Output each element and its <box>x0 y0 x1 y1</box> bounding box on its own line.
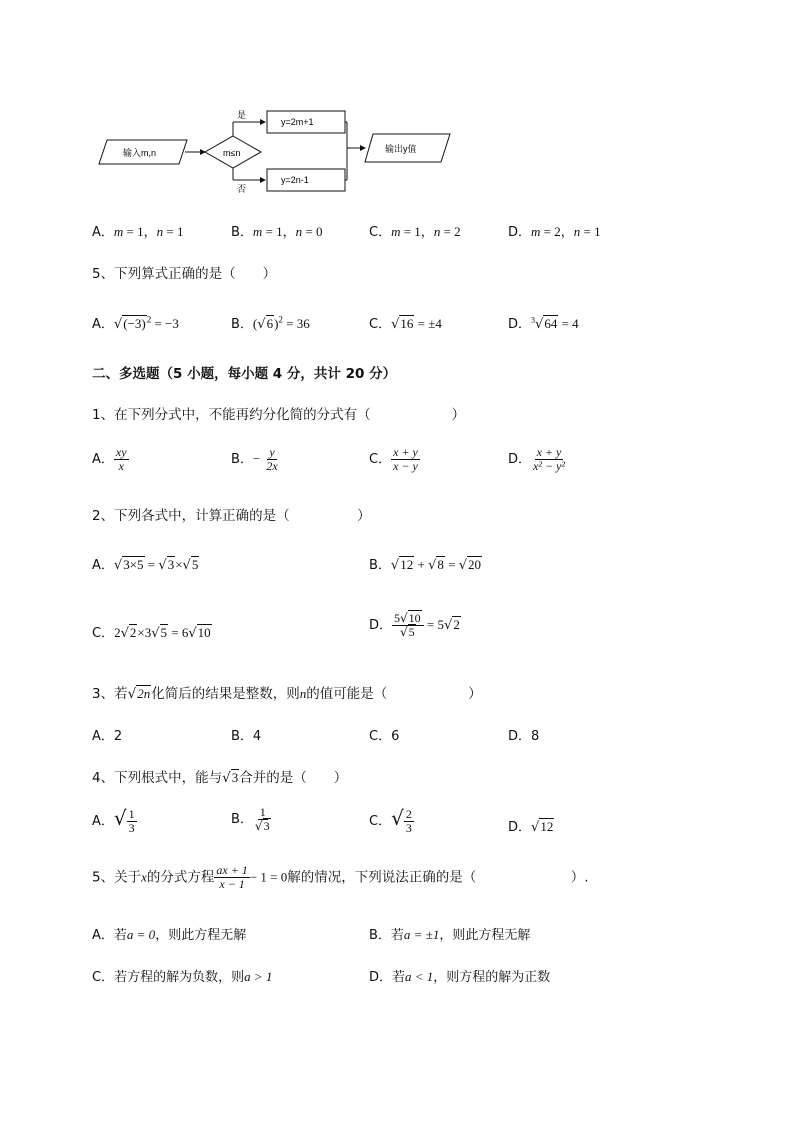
m1-option-a: A． $\frac{xy}{x}$ <box>92 445 127 474</box>
m1-option-d: D． $\frac{x + y}{\text{x² − y²}}$ <box>508 445 565 474</box>
no-box-label: y=2n-1 <box>281 175 309 185</box>
output-label: 输出y值 <box>385 144 417 154</box>
section-heading: 二、多选题（5 小题，每小题 4 分，共计 20 分） <box>92 366 397 382</box>
m3-option-a: A．2 <box>92 729 123 744</box>
condition-label: m≤n <box>223 148 241 158</box>
m1-option-b: B．− $\frac{y}{2x}$ <box>231 445 278 474</box>
q5-option-c: C．√16 = ±4 <box>369 316 442 332</box>
yes-box-label: y=2m+1 <box>281 117 314 127</box>
m2-option-a: A．√3×5 = √3×√5 <box>92 557 199 573</box>
q5-option-d: D．$^3$√64 = 4 <box>508 315 579 332</box>
m5-option-d: D．若a < 1，则方程的解为正数 <box>369 969 551 985</box>
m3-option-d: D．8 <box>508 729 540 744</box>
no-label: 否 <box>237 184 247 194</box>
q4-option-d: D．m = 2，n = 1 <box>508 224 601 240</box>
m4-stem: 4、下列根式中，能与√3合并的是（ ） <box>92 770 348 786</box>
m5-stem: 5、关于x的分式方程 $\frac{ax + 1}{x - 1}$ − 1 = 0解的情况，下列说法正确的是（ ）. <box>92 863 589 892</box>
m4-option-c: C．√ $\frac{2}{3}$ <box>369 806 412 835</box>
m2-stem: 2、下列各式中，计算正确的是（ ） <box>92 508 371 524</box>
m5-option-a: A．若a = 0，则此方程无解 <box>92 927 247 943</box>
m5-option-b: B．若a = ±1，则此方程无解 <box>369 927 531 943</box>
q4-option-c: C．m = 1，n = 2 <box>369 224 461 240</box>
m4-option-a: A．√ $\frac{1}{3}$ <box>92 806 135 835</box>
q5-stem: 5、下列算式正确的是（ ） <box>92 266 277 282</box>
m1-stem: 1、在下列分式中，不能再约分化简的分式有（ ） <box>92 407 466 423</box>
m3-stem: 3、若√2n化简后的结果是整数，则n的值可能是（ ） <box>92 686 482 702</box>
q4-option-a: A．m = 1，n = 1 <box>92 224 184 240</box>
yes-label: 是 <box>237 110 247 120</box>
input-label: 输入m,n <box>123 148 157 158</box>
m4-option-d: D．√12 <box>508 819 554 835</box>
q4-option-b: B．m = 1，n = 0 <box>231 224 323 240</box>
m3-option-b: B．4 <box>231 729 262 744</box>
q5-option-a: A．$√(-3)^2 = -3$ <box>92 314 179 332</box>
m5-option-c: C．若方程的解为负数，则a > 1 <box>92 969 273 985</box>
m2-option-d: D． $\frac{5√10}{√5}$ = 5√2 <box>369 611 460 640</box>
m1-option-c: C． $\frac{x + y}{x - y}$ <box>369 445 418 474</box>
m2-option-c: C．2√2×3√5 = 6√10 <box>92 625 211 641</box>
m2-option-b: B．√12 + √8 = √20 <box>369 557 481 573</box>
q5-option-b: B．$(√6)^2 = 36$ <box>231 314 310 332</box>
flowchart <box>95 100 465 200</box>
m4-option-b: B． $\frac{1}{√3}$ <box>231 805 270 834</box>
m3-option-c: C．6 <box>369 729 400 744</box>
